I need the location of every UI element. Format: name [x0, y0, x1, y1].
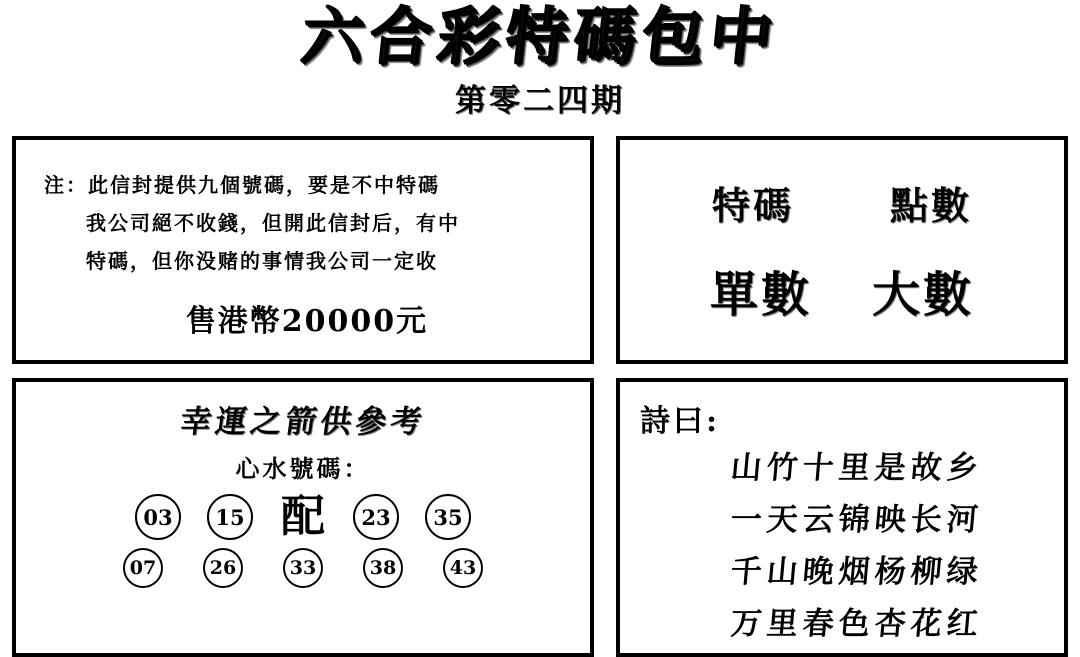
poem-lines — [640, 442, 1046, 643]
poem-heading: 詩曰: — [640, 404, 721, 439]
terms-row-top — [620, 175, 1064, 230]
number-row-top — [26, 491, 580, 542]
number-ball: 43 — [443, 548, 483, 588]
terms-box — [616, 136, 1068, 364]
lucky-content — [16, 382, 590, 653]
number-ball: 26 — [203, 548, 243, 588]
poem-line: 千山晚烟杨柳绿 — [729, 554, 985, 590]
note-line: 特碼，但你没赌的事情我公司一定收 — [86, 249, 438, 273]
terms-list — [620, 140, 1064, 360]
poem-line: 万里春色杏花红 — [729, 606, 985, 642]
lucky-title: 幸運之箭供參考 — [177, 404, 428, 440]
poem-box — [616, 378, 1068, 657]
note-box — [12, 136, 594, 364]
issue-number: 第零二四期 — [455, 83, 625, 120]
poem-line: 山竹十里是故乡 — [729, 450, 985, 486]
note-line: 我公司絕不收錢，但開此信封后，有中 — [86, 211, 460, 235]
terms-row-bottom — [620, 256, 1064, 325]
content-grid — [12, 136, 1068, 657]
number-ball: 33 — [283, 548, 323, 588]
term-label: 特碼 — [711, 183, 794, 228]
lucky-numbers-box — [12, 378, 594, 657]
term-label: 單數 — [709, 267, 812, 323]
number-ball: 03 — [135, 494, 181, 540]
price-text: 售港幣20000元 — [185, 304, 429, 339]
term-label: 點數 — [890, 183, 973, 228]
number-ball: 23 — [353, 494, 399, 540]
note-line: 注：此信封提供九個號碼，要是不中特碼 — [44, 173, 440, 197]
number-row-bottom — [26, 548, 580, 588]
poem-line: 一天云锦映长河 — [729, 502, 985, 538]
header — [0, 0, 1080, 120]
pei-character: 配 — [281, 491, 325, 542]
term-label: 大數 — [872, 267, 975, 323]
page-title: 六合彩特碼包中 — [298, 0, 782, 73]
number-ball: 38 — [363, 548, 403, 588]
number-ball: 35 — [425, 494, 471, 540]
lucky-subtitle: 心水號碼： — [235, 454, 371, 483]
number-ball: 15 — [207, 494, 253, 540]
number-ball: 07 — [123, 548, 163, 588]
